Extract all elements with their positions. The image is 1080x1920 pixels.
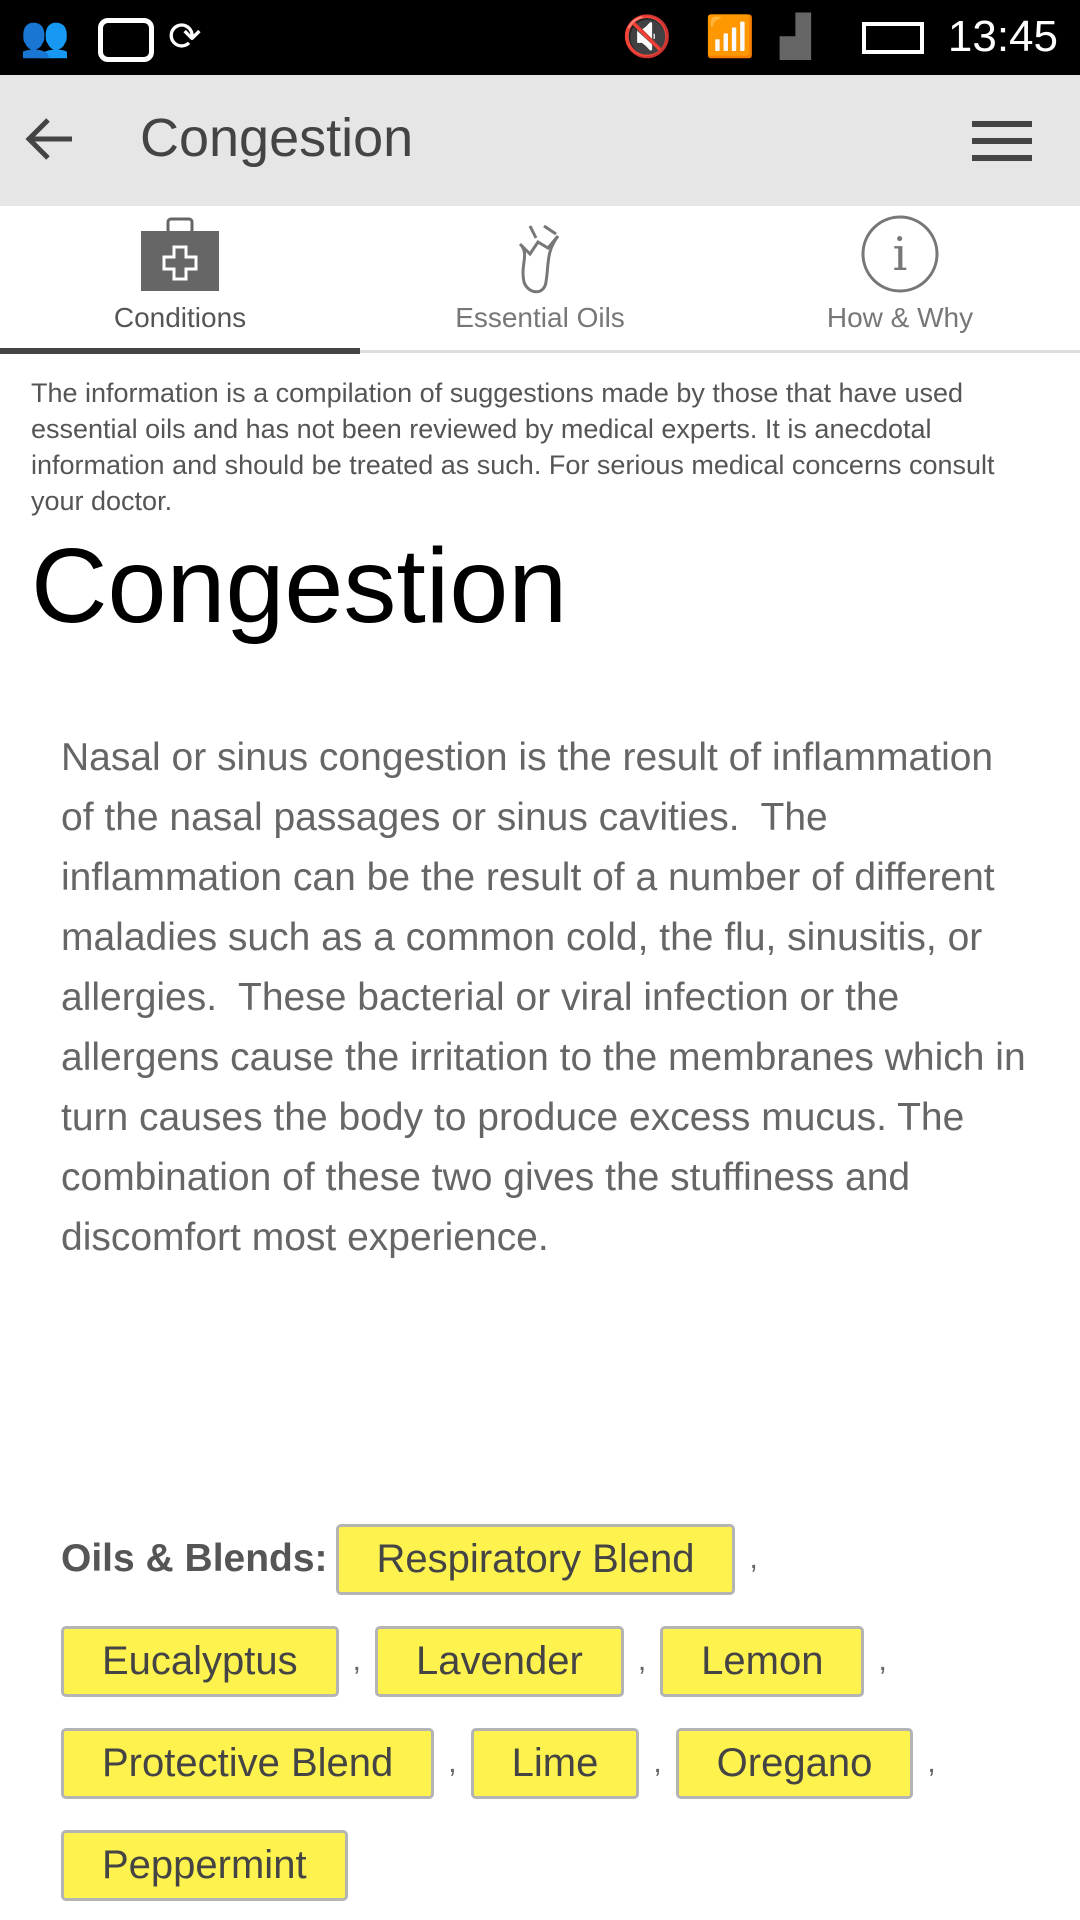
condition-heading: Congestion [31,527,568,645]
hamburger-menu-icon[interactable] [972,121,1032,161]
separator: , [637,1644,647,1678]
no-signal-icon: ▟ [780,15,811,59]
separator: , [653,1746,662,1780]
flower-bud-icon [500,214,580,300]
tab-how-why[interactable] [720,206,1080,353]
tab-conditions[interactable] [0,206,360,353]
first-aid-kit-icon [140,214,220,294]
separator: , [352,1644,362,1678]
page-title: Congestion [140,108,414,168]
oil-chip[interactable]: Lavender [375,1626,624,1697]
wifi-icon: 📶 [705,15,755,59]
oil-chip[interactable]: Oregano [676,1728,914,1799]
active-tab-indicator [0,348,360,354]
sync-alert-icon: ⟳ [168,15,202,59]
tab-essential-oils[interactable] [360,206,720,353]
info-icon [860,214,940,294]
svg-text:i: i [892,227,908,281]
separator: , [878,1644,887,1678]
separator: , [448,1746,457,1780]
oil-chip[interactable]: Lime [471,1728,640,1799]
oil-chip[interactable]: Respiratory Blend [336,1524,736,1595]
oil-chip[interactable]: Eucalyptus [61,1626,339,1697]
tab-label: Essential Oils [455,302,625,333]
tab-bar [0,206,1080,353]
oils-and-blends [61,1508,1041,1917]
condition-description: Nasal or sinus congestion is the result of inflammation of the nasal passages or sinus cavities. The inflammation can be the result of a number of different maladies such as a common cold, the flu, sinusitis, or allergies. These bacterial or viral infection or the allergens cause the irritation to the membranes which in turn causes the body to produce excess mucus. The combination of these two gives the stuffiness and discomfort most experience. [61,736,1037,1259]
gameloft-icon [98,18,154,62]
tab-label: How & Why [826,302,974,333]
mute-icon: 🔇 [622,15,672,59]
separator: , [927,1746,936,1780]
status-bar [0,0,1080,75]
toolbar [0,75,1080,206]
group-icon: 👥 [20,15,70,59]
oil-chip[interactable]: Lemon [660,1626,864,1697]
separator: , [749,1542,758,1575]
back-arrow-icon[interactable] [22,111,78,167]
oils-label: Oils & Blends: [61,1537,328,1580]
tab-label: Conditions [113,302,247,333]
disclaimer-text: The information is a compilation of suggestions made by those that have used essential oils and has not been reviewed by medical experts. It is anecdotal information and should be treated as such. For serious medical concerns consult your doctor. [31,378,995,516]
oil-chip[interactable]: Protective Blend [61,1728,434,1799]
oil-chip[interactable]: Peppermint [61,1830,348,1901]
battery-icon [862,22,924,54]
clock: 13:45 [947,12,1058,61]
